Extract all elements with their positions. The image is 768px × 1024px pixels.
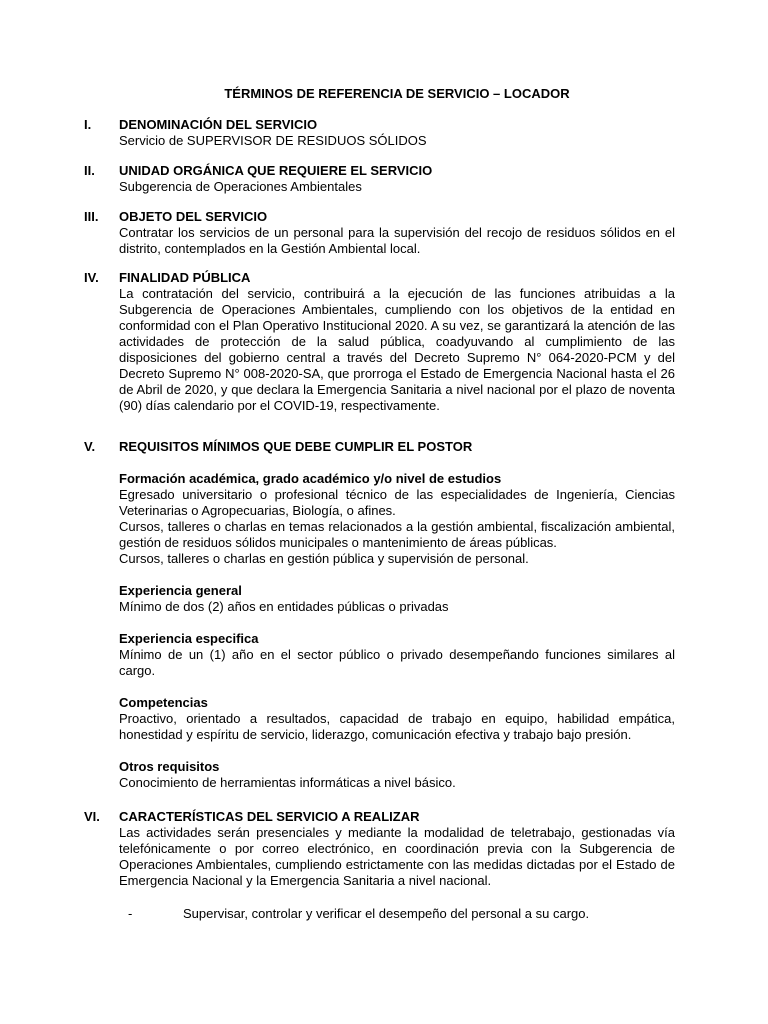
subsection-text: Proactivo, orientado a resultados, capacidad de trabajo en equipo, habilidad empática, honestidad y espíritu de servicio, liderazgo, comunicación efectiva y trabajo bajo presión. xyxy=(119,711,675,742)
section-heading: DENOMINACIÓN DEL SERVICIO xyxy=(119,117,318,132)
section-number: III. xyxy=(84,209,99,224)
section-number: V. xyxy=(84,439,96,454)
section-heading: CARACTERÍSTICAS DEL SERVICIO A REALIZAR xyxy=(119,809,420,824)
section-text: Las actividades serán presenciales y mediante la modalidad de teletrabajo, gestionadas vía telefónicamente o por correo electrónico, en coordinación previa con la Subgerencia de Operaciones Ambientales, cumpliendo estrictamente con las medidas dictadas por el Estado de Emergencia Nacional y la Emergencia Sanitaria a nivel nacional. xyxy=(119,825,675,888)
subsection-heading: Formación académica, grado académico y/o nivel de estudios xyxy=(119,471,502,486)
subsection-text: Egresado universitario o profesional técnico de las especialidades de Ingeniería, Ciencias Veterinarias o Agropecuarias, Biología, o afines. xyxy=(119,487,675,518)
subsection-text: Cursos, talleres o charlas en temas relacionados a la gestión ambiental, fiscalización ambiental, gestión de residuos sólidos municipales o mantenimiento de áreas públicas. xyxy=(119,519,675,550)
section-heading: UNIDAD ORGÁNICA QUE REQUIERE EL SERVICIO xyxy=(119,163,433,178)
subsection-heading: Experiencia general xyxy=(119,583,242,598)
section-text: Servicio de SUPERVISOR DE RESIDUOS SÓLIDOS xyxy=(119,133,427,148)
subsection-text: Mínimo de dos (2) años en entidades públicas o privadas xyxy=(119,599,449,614)
subsection-heading: Competencias xyxy=(119,695,208,710)
subsection-heading: Otros requisitos xyxy=(119,759,220,774)
section-text: Contratar los servicios de un personal para la supervisión del recojo de residuos sólidos en el distrito, contemplados en la Gestión Ambiental local. xyxy=(119,225,675,256)
subsection-text: Mínimo de un (1) año en el sector público o privado desempeñando funciones similares al cargo. xyxy=(119,647,675,678)
section-number: II. xyxy=(84,163,95,178)
document-title: TÉRMINOS DE REFERENCIA DE SERVICIO – LOCADOR xyxy=(224,86,570,101)
section-number: VI. xyxy=(84,809,100,824)
section-number: I. xyxy=(84,117,92,132)
subsection-text: Conocimiento de herramientas informáticas a nivel básico. xyxy=(119,775,456,790)
list-item-text: Supervisar, controlar y verificar el desempeño del personal a su cargo. xyxy=(183,906,590,921)
section-number: IV. xyxy=(84,270,99,285)
section-text: Subgerencia de Operaciones Ambientales xyxy=(119,179,362,194)
section-text: La contratación del servicio, contribuirá a la ejecución de las funciones atribuidas a la Subgerencia de Operaciones Ambientales, cumpliendo con los objetivos de la entidad en conformidad con el Plan Operativo Institucional 2020. A su vez, se garantizará la atención de las actividades de protección de la salud pública, coadyuvando al cumplimiento de las disposiciones del gobierno central a través del Decreto Supremo N° 064-2020-PCM y del Decreto Supremo N° 008-2020-SA, que prorroga el Estado de Emergencia Nacional hasta el 26 de Abril de 2020, y que declara la Emergencia Sanitaria a nivel nacional por el plazo de noventa (90) días calendario por el COVID-19, respectivamente. xyxy=(119,286,675,413)
section-heading: OBJETO DEL SERVICIO xyxy=(119,209,268,224)
bullet-marker: - xyxy=(128,906,133,921)
subsection-text: Cursos, talleres o charlas en gestión pública y supervisión de personal. xyxy=(119,551,529,566)
section-heading: FINALIDAD PÚBLICA xyxy=(119,270,251,285)
subsection-heading: Experiencia especifica xyxy=(119,631,259,646)
section-heading: REQUISITOS MÍNIMOS QUE DEBE CUMPLIR EL POSTOR xyxy=(119,439,473,454)
